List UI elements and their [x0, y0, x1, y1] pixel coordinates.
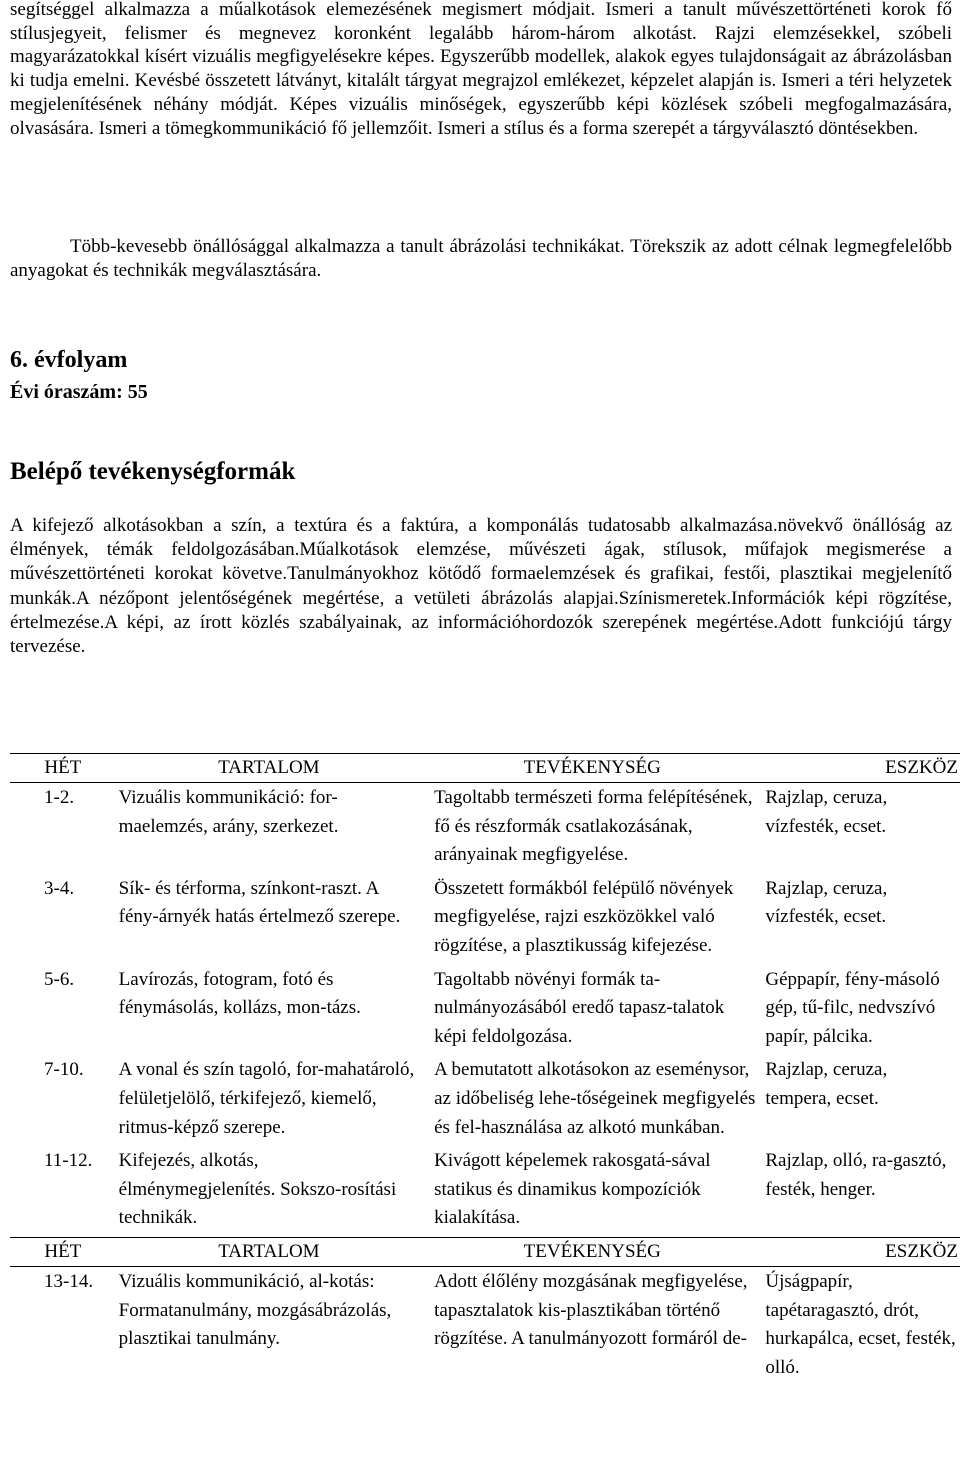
content-cell: Sík- és térforma, színkont-raszt. A fény-árnyék hatás értelmező szerepe. [118, 877, 401, 928]
header-content: TARTALOM [218, 757, 320, 778]
intro-paragraph-1: segítséggel alkalmazza a műalkotások elemezésének megismert módjait. Ismeri a tanult művészettörténeti korok fő stílusjegyeit, felismer és megnevez koronként legalább három-három alkotást. Rajzi elemzésekkel, szóbeli magyarázatokkal kísért vizuális megfigyelésekre képes. Egyszerűbb modellek, alakok egyes tulajdonságait az ábrázolásban ki tudja emelni. Kevésbé összetett látványt, kitalált tárgyat megrajzol emlékezet, képzelet alapján is. Ismeri a téri helyzetek megjelenítésének néhány módját. Képes vizuális minőségek, egyszerűbb képi közlések szóbeli megfogalmazására, olvasására. Ismeri a tömegkommunikáció fő jellemzőit. Ismeri a stílus és a forma szerepét a tárgyválasztó döntésekben. [10, 0, 952, 139]
table-row [10, 783, 960, 874]
week-cell: 1-2. [44, 787, 75, 808]
week-cell: 7-10. [44, 1059, 84, 1081]
header-week: HÉT [44, 757, 82, 778]
header-tools: ESZKÖZ [885, 757, 958, 778]
activity-cell: Összetett formákból felépülő növények megfigyelése, rajzi eszközökkel való rögzítése, a plasztikusság kifejezése. [434, 877, 734, 956]
curriculum-table-body-a [10, 754, 960, 1238]
tools-cell: Újságpapír, tapétaragasztó, drót, hurkapálca, ecset, festék, olló. [765, 1270, 956, 1378]
content-cell: Vizuális kommunikáció: for-maelemzés, arány, szerkezet. [118, 787, 339, 837]
content-cell: A vonal és szín tagoló, for-mahatároló, felületjelölő, térkifejező, kiemelő, ritmus-képző szerepe. [118, 1059, 415, 1138]
table-row [10, 1266, 960, 1386]
grade-title: 6. évfolyam [10, 347, 128, 373]
curriculum-table-body-b [10, 1237, 960, 1386]
entry-activities-text: A kifejező alkotásokban a szín, a textúra és a faktúra, a komponálás tudatosabb alkalmazása.növekvő önállóság az élmények, témák feldolgozásában.Műalkotások elemzése, művészeti ágak, stílusok, műfajok megismerése a művészettörténeti korokat követve.Tanulmányokhoz kötődő formaelemzések és grafikai, festői, plasztikai megjelenítő munkák.A nézőpont jelentőségének megértése, a vetületi ábrázolás alapjai.Színismeretek.Információk képi rögzítése, értelmezése.A képi, az írott közlés szabályainak, az információhordozók szerepének megértése.Adott funkciójú tárgy tervezése. [10, 515, 952, 658]
header-week: HÉT [44, 1240, 82, 1262]
tools-cell: Rajzlap, ceruza, vízfesték, ecset. [765, 877, 888, 928]
annual-hours: Évi óraszám: 55 [10, 381, 148, 403]
week-cell: 13-14. [44, 1270, 94, 1292]
tools-cell: Rajzlap, ceruza, vízfesték, ecset. [765, 787, 888, 837]
intro-paragraph-2-text: Több-kevesebb önállósággal alkalmazza a tanult ábrázolási technikákat. Törekszik az adott célnak legmegfelelőbb anyagokat és technikák megválasztására. [10, 236, 952, 281]
tools-cell: Géppapír, fény-másoló gép, tű-filc, nedvszívó papír, pálcika. [765, 968, 940, 1047]
table-header-row [10, 754, 960, 783]
header-activity: TEVÉKENYSÉG [523, 1240, 661, 1262]
content-cell: Kifejezés, alkotás, élménymegjelenítés. Sokszo-rosítási technikák. [118, 1150, 397, 1229]
table-header-row-repeat [10, 1237, 960, 1266]
week-cell: 3-4. [44, 877, 75, 899]
week-cell: 5-6. [44, 968, 75, 990]
activity-cell: A bemutatott alkotásokon az eseménysor, az időbeliség lehe-tőségeinek megfigyelés és fel-használása az alkotó munkában. [434, 1059, 756, 1138]
activity-cell: Tagoltabb növényi formák ta-nulmányozásából eredő tapasz-talatok képi feldolgozása. [434, 968, 725, 1047]
entry-activities-title: Belépő tevékenységformák [10, 458, 296, 485]
week-cell: 11-12. [44, 1150, 93, 1172]
curriculum-table [10, 753, 960, 1386]
intro-paragraph-2 [10, 235, 952, 282]
activity-cell: Tagoltabb természeti forma felépítésének, fő és részformák csatlakozásának, arányainak megfigyelése. [434, 787, 753, 866]
table-row [10, 1146, 960, 1237]
table-row [10, 1055, 960, 1146]
header-activity: TEVÉKENYSÉG [523, 757, 661, 778]
table-row [10, 965, 960, 1056]
table-row [10, 874, 960, 965]
activity-cell: Adott élőlény mozgásának megfigyelése, tapasztalatok kis-plasztikában történő rögzítése. A tanulmányozott formáról de- [434, 1270, 748, 1350]
tools-cell: Rajzlap, ceruza, tempera, ecset. [765, 1059, 888, 1109]
content-cell: Lavírozás, fotogram, fotó és fénymásolás, kollázs, mon-tázs. [118, 968, 361, 1019]
activity-cell: Kivágott képelemek rakosgatá-sával statikus és dinamikus kompozíciók kialakítása. [434, 1150, 711, 1229]
header-tools: ESZKÖZ [885, 1240, 958, 1262]
content-cell: Vizuális kommunikáció, al-kotás: Formatanulmány, mozgásábrázolás, plasztikai tanulmány. [118, 1270, 392, 1350]
tools-cell: Rajzlap, olló, ra-gasztó, festék, henger. [765, 1150, 947, 1200]
header-content: TARTALOM [218, 1240, 320, 1262]
